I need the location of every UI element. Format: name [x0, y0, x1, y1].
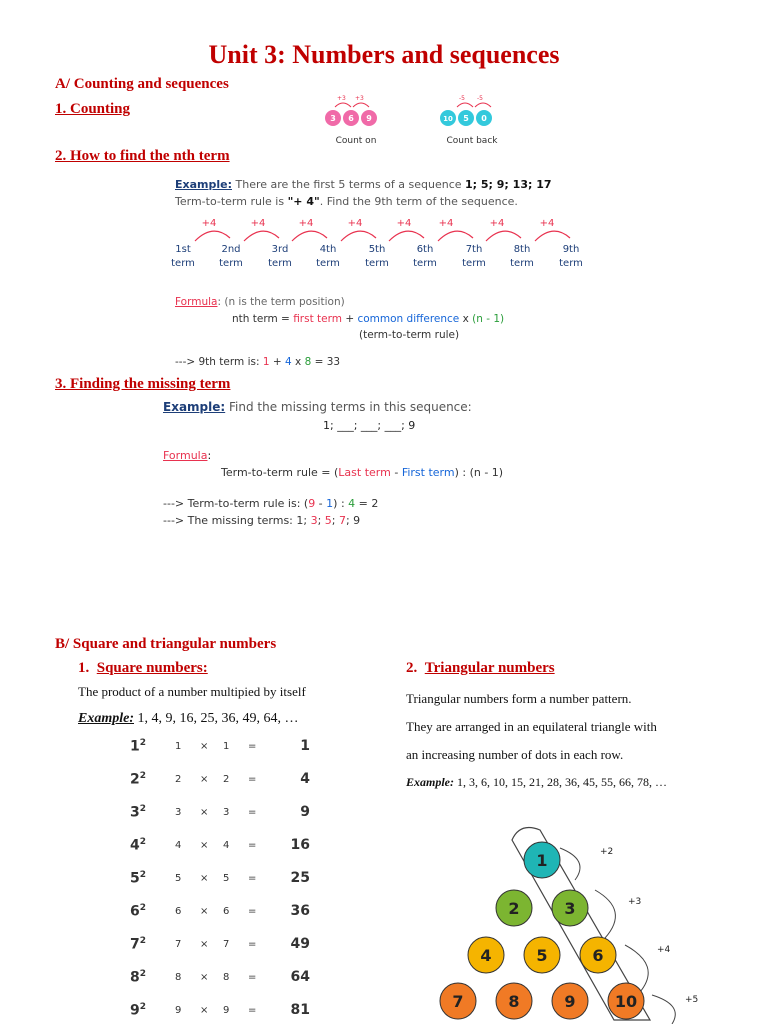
step-label: +5 — [685, 995, 699, 1005]
triangular-heading-text: Triangular numbers — [424, 660, 555, 676]
square-base: $6^2$ — [130, 903, 147, 920]
square-base: $7^2$ — [130, 936, 147, 953]
step-label: +4 — [250, 218, 266, 229]
missing-sequence: 1; ___; ___; ___; 9 — [323, 419, 416, 432]
times-icon: × — [200, 972, 209, 983]
step-label: +4 — [438, 218, 454, 229]
equals-sign: = — [248, 1005, 257, 1016]
square-base: $8^2$ — [130, 969, 147, 986]
square-base: $3^2$ — [130, 804, 147, 821]
square-factor-b: 4 — [223, 840, 230, 851]
triangular-line-3: an increasing number of dots in each row. — [406, 747, 624, 762]
count-back-number: 0 — [481, 114, 487, 123]
formula-op: - — [390, 466, 402, 479]
square-factor-b: 7 — [223, 939, 230, 950]
square-heading-num: 1. — [78, 660, 90, 676]
result-value: 1 — [326, 497, 334, 510]
square-factor-b: 1 — [223, 741, 230, 752]
result-value: 3 — [310, 514, 318, 527]
dot-number: 7 — [452, 992, 464, 1011]
square-factor-b: 6 — [223, 906, 230, 917]
step-label: +4 — [657, 945, 671, 955]
formula-lhs: Term-to-term rule = ( — [221, 466, 339, 479]
result-value: 4 — [348, 497, 356, 510]
formula-rhs: ) : (n - 1) — [454, 466, 504, 479]
square-factor-b: 2 — [223, 774, 230, 785]
square-result: 1 — [300, 738, 310, 754]
times-icon: × — [200, 939, 209, 950]
result-sep: ; — [317, 514, 325, 527]
count-back-number: 5 — [463, 114, 469, 123]
arrow-icon — [438, 231, 473, 241]
square-result: 25 — [290, 870, 310, 886]
square-factor-b: 3 — [223, 807, 230, 818]
square-factor-a: 8 — [175, 972, 182, 983]
formula-n: (n - 1) — [472, 313, 505, 325]
nth-term-heading: 2. How to find the nth term — [55, 148, 230, 164]
dot-number: 1 — [536, 851, 548, 870]
square-row — [120, 903, 310, 927]
missing-result-1 — [163, 497, 378, 510]
rule-text-2: . Find the 9th term of the sequence. — [319, 195, 518, 208]
term-item: 5th term — [365, 244, 389, 269]
formula-note: : (n is the term position) — [217, 296, 345, 308]
formula-subnote: (term-to-term rule) — [359, 329, 460, 341]
square-heading — [78, 660, 208, 677]
term-item: 9th term — [559, 244, 583, 269]
step-label: +3 — [628, 897, 642, 907]
formula-op: + — [341, 313, 358, 325]
result-op: - — [315, 497, 327, 510]
arrow-icon — [535, 231, 570, 241]
result-op: x — [291, 356, 305, 368]
counting-heading: 1. Counting — [55, 101, 131, 117]
triangular-heading — [406, 660, 555, 677]
formula-first-term: First term — [401, 466, 455, 479]
nth-formula-line — [175, 296, 345, 308]
missing-formula — [221, 466, 503, 479]
result-prefix: ---> The missing terms: 1; — [163, 514, 311, 527]
example-sequence: 1; 5; 9; 13; 17 — [465, 178, 552, 191]
count-back-label: Count back — [446, 136, 498, 146]
rule-text: Term-to-term rule is — [175, 195, 288, 208]
dot-number: 5 — [536, 946, 548, 965]
square-row — [120, 771, 310, 795]
equals-sign: = — [248, 840, 257, 851]
arrow-icon — [244, 231, 279, 241]
arrow-icon — [341, 231, 376, 241]
square-factor-a: 6 — [175, 906, 182, 917]
square-row — [120, 804, 310, 828]
result-prefix: ---> 9th term is: — [175, 356, 263, 368]
term-item: 7th term — [462, 244, 486, 269]
square-row — [120, 936, 310, 960]
result-value: 4 — [285, 356, 292, 368]
square-row — [120, 1002, 310, 1026]
triangular-example — [406, 775, 667, 790]
square-factor-b: 9 — [223, 1005, 230, 1016]
square-base: $4^2$ — [130, 837, 147, 854]
term-item: 2nd term — [219, 244, 243, 269]
square-row — [120, 969, 310, 993]
step-label: +4 — [489, 218, 505, 229]
count-back-step: -5 — [477, 95, 483, 102]
arrow-icon — [292, 231, 327, 241]
arrow-icon — [389, 231, 424, 241]
term-item: 6th term — [413, 244, 437, 269]
result-equals: = 33 — [311, 356, 341, 368]
times-icon: × — [200, 840, 209, 851]
formula-last-term: Last term — [338, 466, 391, 479]
count-back-step: -5 — [459, 95, 465, 102]
square-base: $1^2$ — [130, 738, 147, 755]
count-on-label: Count on — [335, 136, 377, 146]
result-end: ; 9 — [345, 514, 361, 527]
section-a-heading: A/ Counting and sequences — [55, 76, 229, 92]
missing-example-line — [163, 400, 472, 414]
example-text: Find the missing terms in this sequence: — [225, 400, 472, 414]
count-back-number: 10 — [443, 115, 453, 123]
missing-formula-label — [163, 449, 211, 462]
formula-first-term: first term — [293, 313, 342, 325]
formula-colon: : — [207, 449, 212, 462]
nth-result — [175, 356, 340, 368]
nth-formula — [232, 313, 504, 325]
square-factor-a: 2 — [175, 774, 182, 785]
equals-sign: = — [248, 741, 257, 752]
formula-lhs: nth term = — [232, 313, 294, 325]
step-arc — [560, 848, 580, 880]
count-on-number: 3 — [330, 114, 336, 123]
example-text: There are the first 5 terms of a sequence — [232, 178, 466, 191]
square-row — [120, 738, 310, 762]
step-label: +2 — [600, 847, 614, 857]
missing-term-heading: 3. Finding the missing term — [55, 376, 231, 392]
equals-sign: = — [248, 906, 257, 917]
times-icon: × — [200, 741, 209, 752]
equals-sign: = — [248, 807, 257, 818]
dot-number: 2 — [508, 899, 520, 918]
result-value: 7 — [338, 514, 346, 527]
square-result: 9 — [300, 804, 310, 820]
example-values: 1, 3, 6, 10, 15, 21, 28, 36, 45, 55, 66, 78, … — [454, 775, 667, 789]
equals-sign: = — [248, 774, 257, 785]
term-item: 1st term — [171, 244, 195, 269]
result-equals: = 2 — [355, 497, 379, 510]
square-result: 64 — [290, 969, 310, 985]
result-sep: ; — [331, 514, 339, 527]
example-values: 1, 4, 9, 16, 25, 36, 49, 64, … — [134, 711, 299, 726]
section-b-heading: B/ Square and triangular numbers — [55, 636, 277, 652]
arrow-icon — [195, 231, 230, 241]
step-label: +4 — [201, 218, 217, 229]
square-factor-a: 3 — [175, 807, 182, 818]
step-label: +4 — [347, 218, 363, 229]
equals-sign: = — [248, 873, 257, 884]
formula-label: Formula — [163, 449, 208, 462]
square-heading-text: Square numbers: — [96, 660, 208, 676]
triangular-line-2: They are arranged in an equilateral triangle with — [406, 719, 657, 734]
rule-value: "+ 4" — [287, 195, 320, 208]
step-label: +4 — [539, 218, 555, 229]
square-base: $9^2$ — [130, 1002, 147, 1019]
times-icon: × — [200, 1005, 209, 1016]
arrow-icon — [486, 231, 521, 241]
missing-result-2 — [163, 514, 360, 527]
term-item: 8th term — [510, 244, 534, 269]
square-factor-a: 5 — [175, 873, 182, 884]
square-description: The product of a number multipied by itself — [78, 684, 306, 699]
square-factor-a: 9 — [175, 1005, 182, 1016]
times-icon: × — [200, 906, 209, 917]
square-result: 36 — [290, 903, 310, 919]
dot-number: 8 — [508, 992, 520, 1011]
example-label: Example: — [175, 178, 232, 191]
formula-label: Formula — [175, 296, 218, 308]
result-value: 1 — [262, 356, 270, 368]
result-op: + — [269, 356, 286, 368]
triangular-line-1: Triangular numbers form a number pattern. — [406, 691, 632, 706]
square-result: 49 — [290, 936, 310, 952]
square-factor-a: 7 — [175, 939, 182, 950]
square-factor-b: 5 — [223, 873, 230, 884]
result-op: ) : — [333, 497, 349, 510]
example-label: Example: — [78, 711, 134, 726]
count-on-number: 9 — [366, 114, 372, 123]
count-on-step: +3 — [337, 95, 346, 102]
square-factor-b: 8 — [223, 972, 230, 983]
square-row — [120, 870, 310, 894]
square-result: 16 — [290, 837, 310, 853]
step-label: +4 — [396, 218, 412, 229]
count-on-number: 6 — [348, 114, 354, 123]
square-base: $5^2$ — [130, 870, 147, 887]
count-on-step: +3 — [355, 95, 364, 102]
times-icon: × — [200, 807, 209, 818]
step-label: +4 — [298, 218, 314, 229]
example-label: Example: — [406, 775, 454, 789]
formula-op: x — [459, 313, 473, 325]
square-row — [120, 837, 310, 861]
dot-number: 9 — [564, 992, 576, 1011]
example-label: Example: — [163, 400, 226, 414]
result-value: 5 — [324, 514, 332, 527]
dot-number: 3 — [564, 899, 576, 918]
square-result: 4 — [300, 771, 310, 787]
step-arc — [652, 995, 675, 1024]
times-icon: × — [200, 774, 209, 785]
equals-sign: = — [248, 939, 257, 950]
term-item: 4th term — [316, 244, 340, 269]
square-result: 81 — [290, 1002, 310, 1018]
term-item: 3rd term — [268, 244, 292, 269]
dot-number: 6 — [592, 946, 604, 965]
equals-sign: = — [248, 972, 257, 983]
dot-number: 10 — [614, 992, 638, 1011]
result-prefix: ---> Term-to-term rule is: ( — [163, 497, 309, 510]
page-title: Unit 3: Numbers and sequences — [208, 40, 560, 69]
result-value: 9 — [308, 497, 316, 510]
triangular-heading-num: 2. — [406, 660, 418, 676]
result-value: 8 — [304, 356, 312, 368]
square-example — [78, 711, 299, 727]
square-factor-a: 4 — [175, 840, 182, 851]
times-icon: × — [200, 873, 209, 884]
triangular-diagram — [400, 820, 720, 1024]
square-factor-a: 1 — [175, 741, 182, 752]
dot-number: 4 — [480, 946, 492, 965]
square-base: $2^2$ — [130, 771, 147, 788]
formula-common-difference: common difference — [357, 313, 460, 325]
